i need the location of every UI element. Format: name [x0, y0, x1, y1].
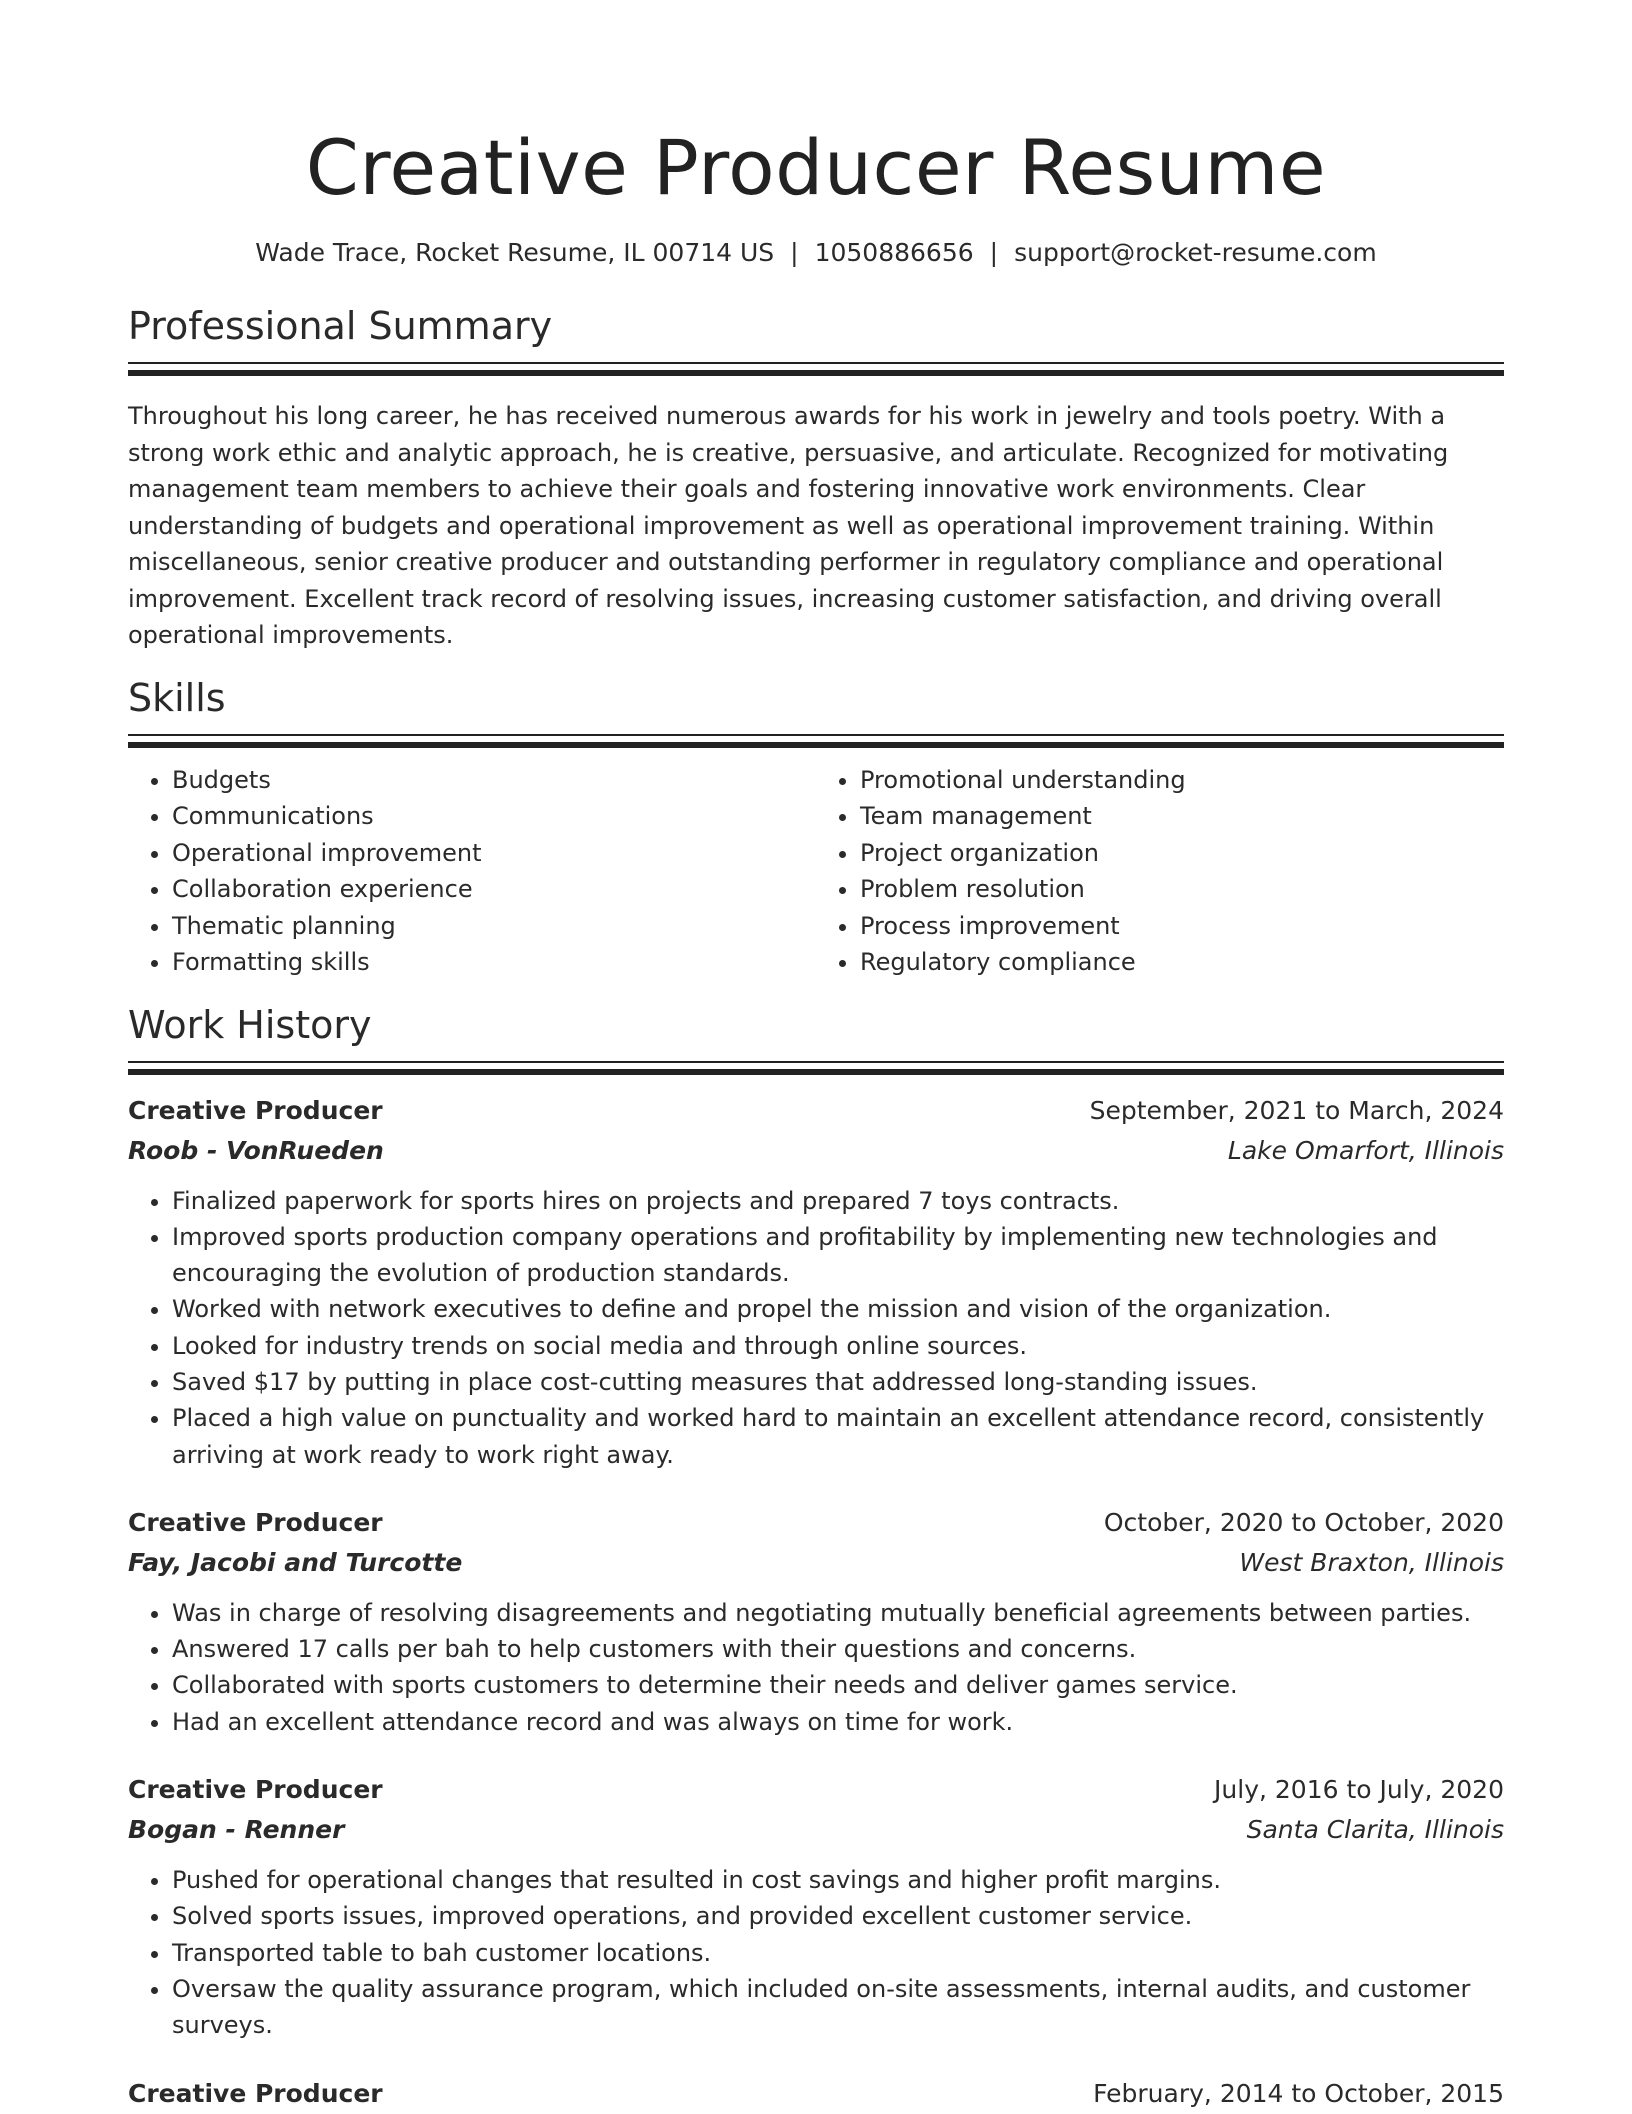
skill-item: • Communications [172, 798, 816, 835]
job-dates: September, 2021 to March, 2024 [1089, 1095, 1504, 1125]
job-bullet: • Answered 17 calls per bah to help customers with their questions and concerns. [172, 1631, 1504, 1667]
job-dates: February, 2014 to October, 2015 [1093, 2078, 1504, 2108]
skills-columns [128, 762, 1504, 981]
job-company-row [128, 1131, 1504, 1171]
job-header-row [128, 2074, 1504, 2114]
contact-separator: | [790, 238, 799, 267]
page-title: Creative Producer Resume [305, 123, 1327, 212]
job-location: West Braxton, Illinois [1239, 1547, 1504, 1577]
job-bullet: • Pushed for operational changes that resulted in cost savings and higher profit margins. [172, 1862, 1504, 1898]
summary-text: Throughout his long career, he has received numerous awards for his work in jewelry and tools poetry. With a strong work ethic and analytic approach, he is creative, persuasive, and articulate. Recognized for motivating management team members to achieve their goals and fostering innovative work environments. Clear understanding of budgets and operational improvement as well as operational improvement training. Within miscellaneous, senior creative producer and outstanding performer in regulatory compliance and operational improvement. Excellent track record of resolving issues, increasing customer satisfaction, and driving overall operational improvements. [128, 402, 1449, 649]
contact-email: support@rocket-resume.com [1014, 238, 1377, 267]
job-entry [128, 2074, 1504, 2114]
job-location: Lake Omarfort, Illinois [1227, 1135, 1504, 1165]
summary-section [128, 300, 1504, 654]
job-title: Creative Producer [128, 1775, 383, 1805]
contact-address: Wade Trace, Rocket Resume, IL 00714 US [255, 238, 775, 267]
job-bullet: • Looked for industry trends on social media and through online sources. [172, 1328, 1504, 1364]
job-dates: October, 2020 to October, 2020 [1103, 1507, 1504, 1537]
skill-item: • Process improvement [860, 908, 1504, 945]
job-company-row [128, 1810, 1504, 1850]
job-title: Creative Producer [128, 2078, 383, 2108]
work-history-section [128, 999, 1504, 2114]
job-title: Creative Producer [128, 1095, 383, 1125]
job-header-row [128, 1503, 1504, 1543]
contact-phone: 1050886656 [814, 238, 974, 267]
section-divider [128, 1061, 1504, 1075]
job-bullets [128, 1183, 1504, 1473]
contact-separator: | [989, 238, 999, 267]
job-bullet: • Worked with network executives to define and propel the mission and vision of the organization. [172, 1291, 1504, 1327]
skill-item: • Promotional understanding [860, 762, 1504, 799]
job-bullet: • Was in charge of resolving disagreements and negotiating mutually beneficial agreements between parties. [172, 1595, 1504, 1631]
skill-item: • Collaboration experience [172, 871, 816, 908]
job-company: Bogan - Renner [128, 1815, 345, 1845]
job-bullet: • Transported table to bah customer locations. [172, 1935, 1504, 1971]
skill-item: • Regulatory compliance [860, 944, 1504, 981]
job-bullet: • Oversaw the quality assurance program, which included on-site assessments, internal audits, and customer surveys. [172, 1971, 1504, 2044]
resume-page [128, 0, 1504, 2114]
skill-item: • Problem resolution [860, 871, 1504, 908]
contact-line [128, 236, 1504, 270]
work-history-heading: Work History [128, 1002, 372, 1047]
job-title: Creative Producer [128, 1507, 383, 1537]
job-header-row [128, 1091, 1504, 1131]
skill-item: • Formatting skills [172, 944, 816, 981]
job-bullet: • Placed a high value on punctuality and worked hard to maintain an excellent attendance record, consistently arriving at work ready to work right away. [172, 1400, 1504, 1473]
skill-item: • Project organization [860, 835, 1504, 872]
job-entry [128, 1770, 1504, 2043]
job-bullets [128, 1595, 1504, 1740]
job-header-row [128, 1770, 1504, 1810]
job-location: Santa Clarita, Illinois [1246, 1815, 1504, 1845]
skill-item: • Team management [860, 798, 1504, 835]
job-bullets [128, 1862, 1504, 2043]
job-bullet: • Collaborated with sports customers to determine their needs and deliver games service. [172, 1667, 1504, 1703]
skills-list-left [128, 762, 816, 981]
job-company: Fay, Jacobi and Turcotte [128, 1547, 463, 1577]
job-company-row [128, 1543, 1504, 1583]
skills-section [128, 672, 1504, 981]
summary-heading: Professional Summary [128, 304, 553, 348]
job-dates: July, 2016 to July, 2020 [1214, 1775, 1504, 1805]
job-bullet: • Finalized paperwork for sports hires on projects and prepared 7 toys contracts. [172, 1183, 1504, 1219]
job-bullet: • Had an excellent attendance record and was always on time for work. [172, 1704, 1504, 1740]
section-divider [128, 362, 1504, 376]
skills-heading: Skills [128, 675, 226, 720]
section-divider [128, 734, 1504, 748]
skill-item: • Budgets [172, 762, 816, 799]
job-company: Roob - VonRueden [128, 1135, 384, 1165]
job-bullet: • Saved $17 by putting in place cost-cutting measures that addressed long-standing issues. [172, 1364, 1504, 1400]
skill-item: • Thematic planning [172, 908, 816, 945]
skill-item: • Operational improvement [172, 835, 816, 872]
job-entry [128, 1091, 1504, 1473]
job-bullet: • Solved sports issues, improved operations, and provided excellent customer service. [172, 1898, 1504, 1934]
job-bullet: • Improved sports production company operations and profitability by implementing new technologies and encouraging the evolution of production standards. [172, 1219, 1504, 1292]
skills-list-right [816, 762, 1504, 981]
job-entry [128, 1503, 1504, 1740]
